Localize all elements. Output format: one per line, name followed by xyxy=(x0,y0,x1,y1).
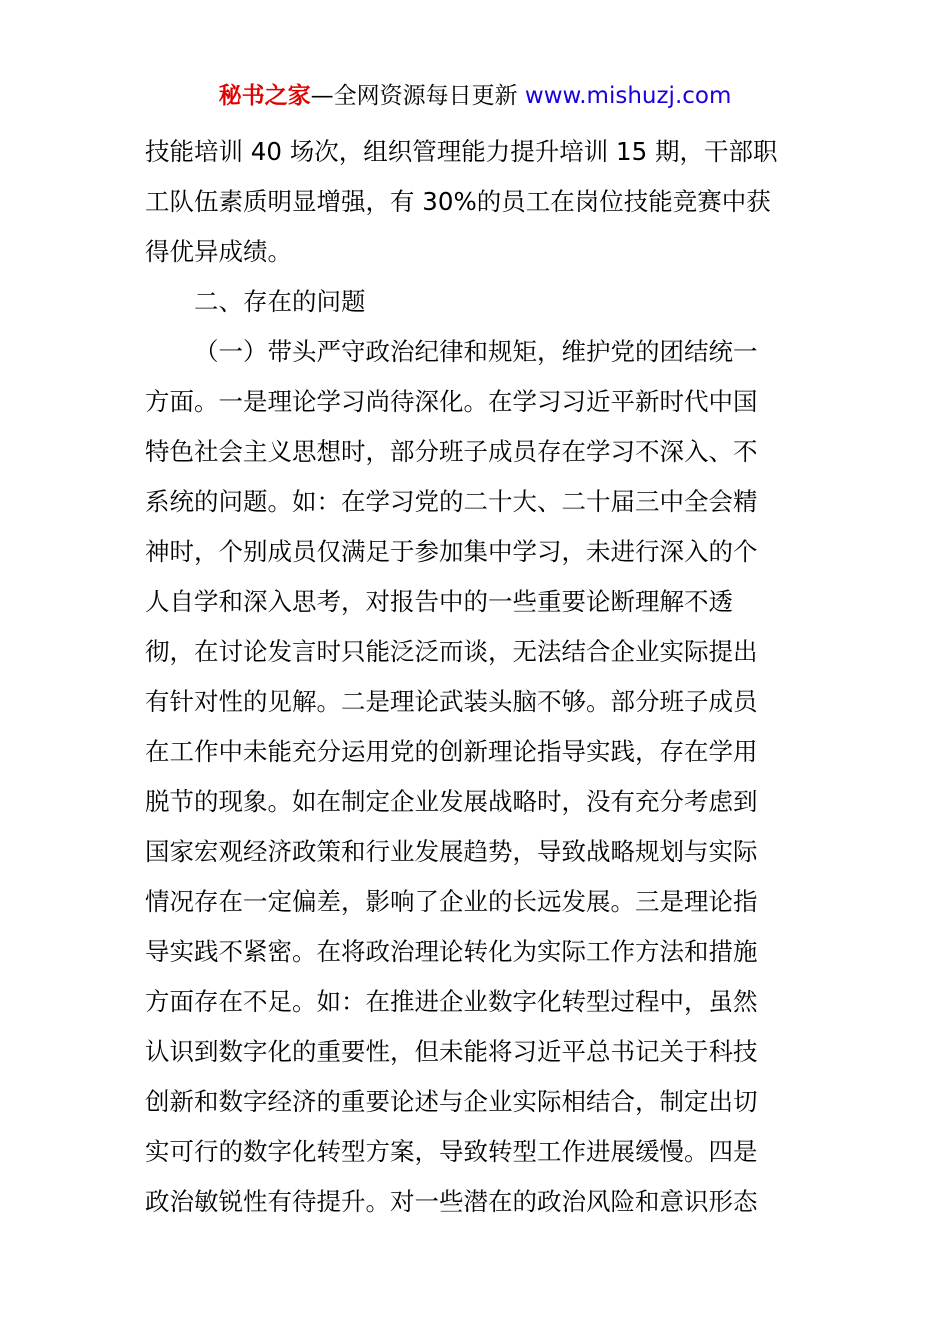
text-line: 方面。一是理论学习尚待深化。在学习习近平新时代中国 xyxy=(145,387,758,416)
header-tagline: —全网资源每日更新 xyxy=(310,83,518,109)
site-header xyxy=(0,80,950,112)
text-line: 系统的问题。如：在学习党的二十大、二十届三中全会精 xyxy=(145,487,758,516)
section-heading: 二、存在的问题 xyxy=(194,287,366,316)
site-url-link[interactable]: www.mishuzj.com xyxy=(524,83,732,109)
text-line: 认识到数字化的重要性，但未能将习近平总书记关于科技 xyxy=(145,1037,758,1066)
text-line: 得优异成绩。 xyxy=(145,237,292,266)
brand-name: 秘书之家 xyxy=(218,83,311,109)
text-line: 特色社会主义思想时，部分班子成员存在学习不深入、不 xyxy=(145,437,758,466)
text-line: 工队伍素质明显增强，有 30%的员工在岗位技能竞赛中获 xyxy=(145,187,771,216)
text-line: 人自学和深入思考，对报告中的一些重要论断理解不透 xyxy=(145,587,733,616)
text-line: 国家宏观经济政策和行业发展趋势，导致战略规划与实际 xyxy=(145,837,758,866)
text-line: 在工作中未能充分运用党的创新理论指导实践，存在学用 xyxy=(145,737,758,766)
document-body xyxy=(145,127,815,1227)
text-line: 导实践不紧密。在将政治理论转化为实际工作方法和措施 xyxy=(145,937,758,966)
text-line: 方面存在不足。如：在推进企业数字化转型过程中，虽然 xyxy=(145,987,758,1016)
subsection-heading-line: （一）带头严守政治纪律和规矩，维护党的团结统一 xyxy=(194,337,758,366)
text-line: 神时，个别成员仅满足于参加集中学习，未进行深入的个 xyxy=(145,537,758,566)
text-line: 情况存在一定偏差，影响了企业的长远发展。三是理论指 xyxy=(145,887,758,916)
text-line: 创新和数字经济的重要论述与企业实际相结合，制定出切 xyxy=(145,1087,758,1116)
text-line: 实可行的数字化转型方案，导致转型工作进展缓慢。四是 xyxy=(145,1137,758,1166)
text-line: 脱节的现象。如在制定企业发展战略时，没有充分考虑到 xyxy=(145,787,758,816)
text-line: 有针对性的见解。二是理论武装头脑不够。部分班子成员 xyxy=(145,687,758,716)
text-line: 技能培训 40 场次，组织管理能力提升培训 15 期，干部职 xyxy=(145,137,778,166)
text-line: 政治敏锐性有待提升。对一些潜在的政治风险和意识形态 xyxy=(145,1187,758,1216)
text-line: 彻，在讨论发言时只能泛泛而谈，无法结合企业实际提出 xyxy=(145,637,758,666)
